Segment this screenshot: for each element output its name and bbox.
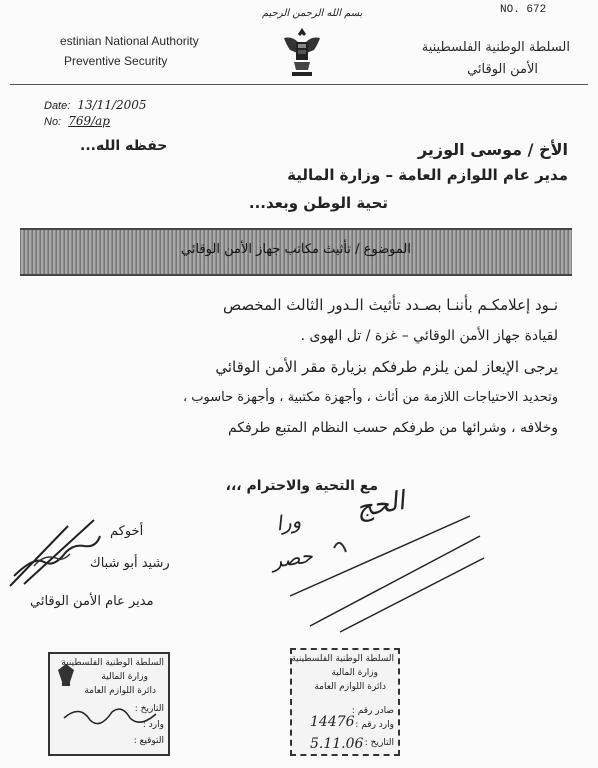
stamp-general-supplies xyxy=(290,648,400,756)
stamp-left-line-3: دائرة اللوازم العامة xyxy=(84,686,156,696)
number-row xyxy=(44,114,110,128)
stamp-right-date-value: 5.11.06 xyxy=(310,736,364,752)
closing-akhukum: أخوكم xyxy=(110,524,144,539)
greeting: تحية الوطن وبعد... xyxy=(248,194,388,212)
stamp-left-line-1: السلطة الوطنية الفلسطينية xyxy=(61,658,164,668)
recipient-name: الأخ / موسى الوزير xyxy=(417,140,568,159)
stamp-left-line-5: وارد : xyxy=(142,720,164,730)
stamp-left-line-4: التاريخ : xyxy=(134,704,164,714)
signer-title: مدير عام الأمن الوقائي xyxy=(30,594,154,609)
body-line-1: نـود إعلامكـم بأننـا بصـدد تأثيث الـدور الثالث المخصص xyxy=(223,296,558,314)
number-value: 769/ap xyxy=(68,114,110,128)
body-line-2: لقيادة جهاز الأمن الوقائي – غزة / تل الهوى . xyxy=(300,328,558,344)
stamp-left-line-6: التوقيع : xyxy=(133,736,164,746)
signature-scribble xyxy=(4,506,114,596)
date-row xyxy=(44,98,147,112)
stamp-right-line-2: وزارة المالية xyxy=(331,668,378,678)
handwritten-note-1: الحج xyxy=(353,485,407,525)
org-name-arabic: السلطة الوطنية الفلسطينية xyxy=(421,40,570,55)
number-label: No: xyxy=(44,116,62,128)
stamp-right-line-4: صادر رقم : xyxy=(351,706,394,716)
org-department-arabic: الأمن الوقائي xyxy=(467,62,538,77)
stamp-signature-scribble xyxy=(60,700,160,730)
handwritten-note-2: ورا xyxy=(274,508,303,536)
body-line-3: يرجى الإيعاز لمن يلزم طرفكم بزيارة مقر الأمن الوقائي xyxy=(215,358,558,376)
basmala: بسم الله الرحمن الرحيم xyxy=(262,8,363,19)
eagle-emblem-icon xyxy=(280,24,324,82)
stamp-left-line-2: وزارة المالية xyxy=(101,672,148,682)
body-line-4: وتحديد الاحتياجات اللازمة من أثاث ، وأجهزة مكتبية ، وأجهزة حاسوب ، xyxy=(182,390,558,405)
stamp-right-line-1: السلطة الوطنية الفلسطينية xyxy=(291,654,394,664)
signer-name: رشيد أبو شباك xyxy=(90,556,170,571)
date-value: 13/11/2005 xyxy=(77,98,147,112)
body-line-5: وخلافه ، وشرائها من طرفكم حسب النظام المتبع طرفكم xyxy=(227,420,558,436)
recipient-position: مدير عام اللوازم العامة – وزارة المالية xyxy=(287,166,568,184)
stamp-right-line-5: وارد رقم : xyxy=(355,720,394,730)
document-number: NO. 672 xyxy=(500,4,547,16)
closing-regards: مع التحية والاحترام ،،، xyxy=(225,478,378,494)
date-label: Date: xyxy=(44,100,71,112)
header-divider xyxy=(10,84,588,85)
org-department-english: Preventive Security xyxy=(64,54,168,68)
org-name-english: estinian National Authority xyxy=(60,34,199,48)
handwritten-strokes xyxy=(270,496,490,636)
stamp-right-date-label: التاريخ : xyxy=(364,738,394,748)
stamp-right-line-3: دائرة اللوازم العامة xyxy=(314,682,386,692)
honorific: حفظه الله... xyxy=(80,138,168,154)
stamp-right-number: 14476 xyxy=(310,714,355,730)
subject-text: الموضوع / تأثيث مكاتب جهاز الأمن الوقائي xyxy=(181,242,411,257)
subject-bar xyxy=(20,228,572,276)
handwritten-note-3: حصر xyxy=(270,543,315,573)
